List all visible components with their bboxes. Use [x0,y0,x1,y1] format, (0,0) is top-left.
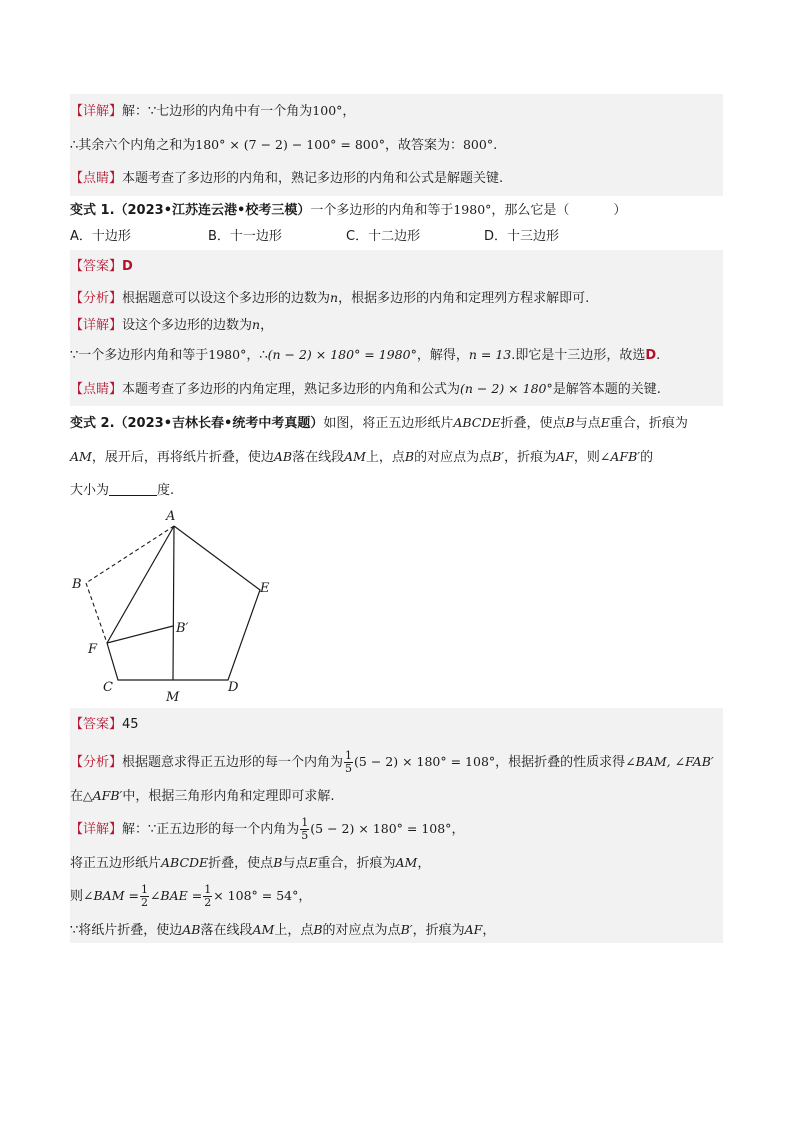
variant1-note: 【点睛】本题考查了多边形的内角定理，熟记多边形的内角和公式为(n − 2) × 180°是解答本题的关键. [70,381,661,397]
label-a: A [166,509,176,524]
label-c: C [103,680,113,695]
label-f: F [88,642,98,657]
option-c: C．十二边形 [346,229,421,244]
variant2-analysis: 【分析】根据题意求得正五边形的每一个内角为 $\frac{1}{5}$ (5 − 2) × 180° = 108°，根据折叠的性质求得∠BAM, ∠FAB′ [70,749,714,775]
variant2-question-line1: 变式 2.（2023•吉林长春•统考中考真题）如图，将正五边形纸片ABCDE折叠，使点B与点E重合，折痕为 [70,415,688,431]
variant1-options [70,223,723,250]
prev-note-line: 【点睛】本题考查了多边形的内角和，熟记多边形的内角和公式是解题关键. [70,171,504,186]
variant1-detail-2: ∵一个多边形内角和等于1980°，∴(n − 2) × 180° = 1980°，解得，n = 13.即它是十三边形，故选D. [70,347,661,363]
pentagon-diagram [70,508,310,708]
prev-detail-line: 【详解】解：∵七边形的内角中有一个角为100°， [70,103,356,119]
variant1-solution [70,250,723,406]
answer-blank [109,481,157,496]
prev-solution-block [70,94,723,196]
dashed-edge-bf [86,583,107,643]
variant1-question: 变式 1.（2023•江苏连云港•校考三模）一个多边形的内角和等于1980°，那么它是（ ） [70,202,627,218]
dashed-edge-ab [86,526,174,583]
variant2-label: 变式 2. [70,416,115,431]
variant1-detail: 【详解】设这个多边形的边数为n， [70,317,274,333]
label-d: D [228,680,239,695]
variant2-question-line3: 大小为 度. [70,483,175,498]
detail-tag: 【详解】 [70,104,123,119]
pentagon-figure [70,508,723,708]
variant2-question-line2: AM，展开后，再将纸片折叠，使边AB落在线段AM上，点B的对应点为点B′，折痕为AF，则∠AFB′的 [70,449,654,465]
fold-line-am [173,526,174,680]
prev-result-line: ∴其余六个内角之和为180° × (7 − 2) − 100° = 800°，故答案为：800°. [70,137,498,153]
variant2-analysis-2: 在△AFB′中，根据三角形内角和定理即可求解. [70,788,335,804]
option-b: B．十一边形 [208,229,282,244]
note-tag: 【点睛】 [70,171,123,186]
variant1-analysis: 【分析】根据题意可以设这个多边形的边数为n，根据多边形的内角和定理列方程求解即可. [70,290,590,306]
variant1-answer: 【答案】D [70,259,133,274]
segment-fb-prime [107,626,173,643]
label-m: M [166,690,180,705]
label-e: E [260,581,270,596]
variant2-detail-3: 则∠BAM = $\frac{1}{2}$ ∠BAE = $\frac{1}{2}$ × 108° = 54°， [70,883,312,909]
document-page [70,94,723,943]
variant1-label: 变式 1. [70,203,115,218]
fold-line-af [107,526,174,643]
variant2-answer: 【答案】45 [70,717,139,732]
option-d: D．十三边形 [484,229,560,244]
variant2-detail-2: 将正五边形纸片ABCDE折叠，使点B与点E重合，折痕为AM， [70,855,431,871]
option-a: A．十边形 [70,229,131,244]
variant2-detail-4: ∵将纸片折叠，使边AB落在线段AM上，点B的对应点为点B′，折痕为AF， [70,922,496,938]
variant2-solution [70,708,723,943]
variant2-detail: 【详解】解：∵正五边形的每一个内角为 $\frac{1}{5}$ (5 − 2) × 180° = 108°， [70,816,465,842]
label-b: B [72,577,82,592]
label-bprime: B′ [176,621,189,636]
